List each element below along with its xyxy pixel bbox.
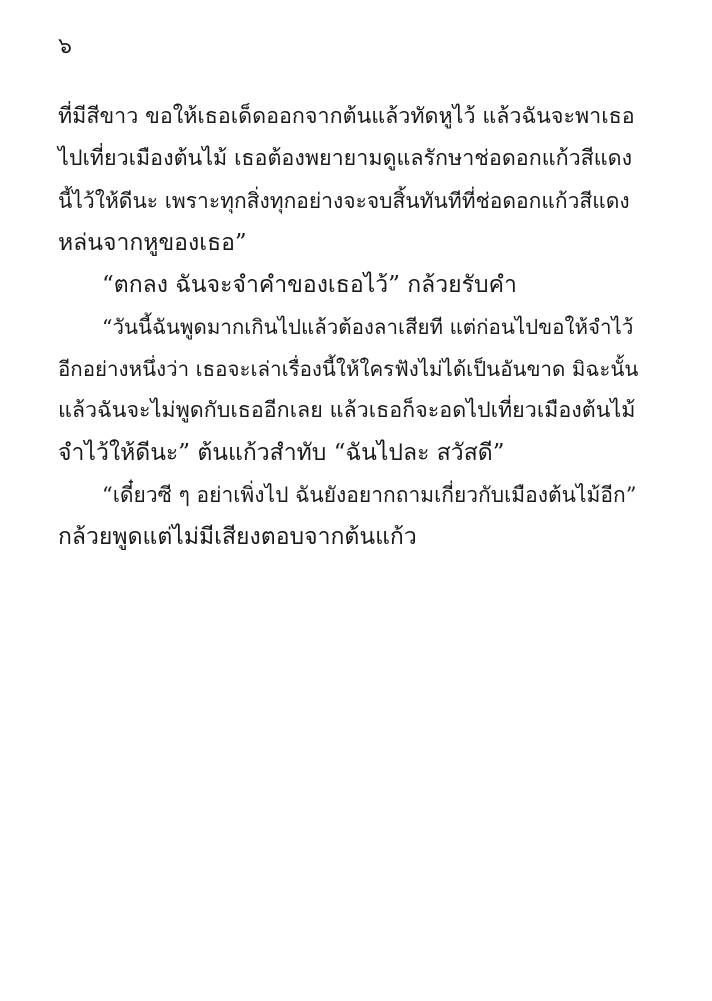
text-line: ไปเที่ยวเมืองต้นไม้ เธอต้องพยายามดูแลรักษาช่อดอกแก้วสีแดง xyxy=(58,146,633,171)
page-number: ๖ xyxy=(58,34,72,59)
text-line: จำไว้ให้ดีนะ” ต้นแก้วสำทับ “ฉันไปละ สวัสดี” xyxy=(58,440,505,466)
text-line-indented: “เดี๋ยวซี ๆ อย่าเพิ่งไป ฉันยังอยากถามเกี่ยวกับเมืองต้นไม้อีก” xyxy=(102,483,637,507)
text-line: แล้วฉันจะไม่พูดกับเธออีกเลย แล้วเธอก็จะอดไปเที่ยวเมืองต้นไม้ xyxy=(58,398,636,423)
text-line: อีกอย่างหนึ่งว่า เธอจะเล่าเรื่องนี้ให้ใครฟังไม่ได้เป็นอันขาด มิฉะนั้น xyxy=(58,357,639,381)
text-line: หล่นจากหูของเธอ” xyxy=(58,230,247,256)
text-line-indented: “วันนี้ฉันพูดมากเกินไปแล้วต้องลาเสียที แต่ก่อนไปขอให้จำไว้ xyxy=(102,315,634,339)
text-line: ที่มีสีขาว ขอให้เธอเด็ดออกจากต้นแล้วทัดหูไว้ แล้วฉันจะพาเธอ xyxy=(58,104,635,129)
text-line: นี้ไว้ให้ดีนะ เพราะทุกสิ่งทุกอย่างจะจบสิ้นทันทีที่ช่อดอกแก้วสีแดง xyxy=(58,189,630,213)
text-line-indented: “ตกลง ฉันจะจำคำของเธอไว้” กล้วยรับคำ xyxy=(102,272,517,298)
text-line: กล้วยพูดแต่ไม่มีเสียงตอบจากต้นแก้ว xyxy=(58,524,417,550)
body-text xyxy=(58,96,638,558)
